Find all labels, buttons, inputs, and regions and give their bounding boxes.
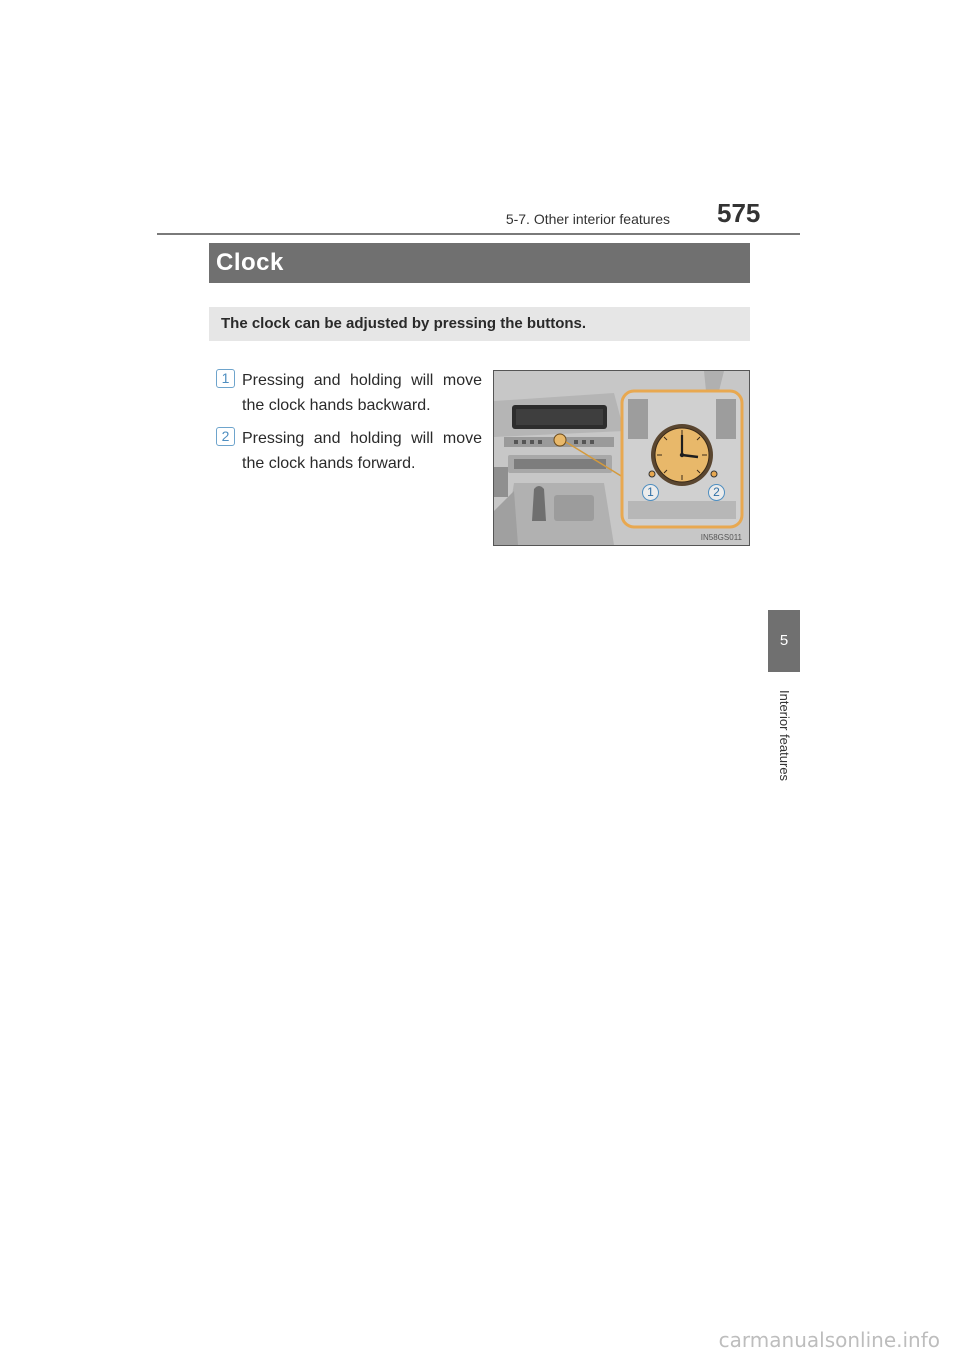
callout-1: 1 (642, 484, 659, 501)
step-2 (216, 426, 482, 476)
intro-text: The clock can be adjusted by pressing the buttons. (209, 307, 750, 341)
chapter-tab-number: 5 (768, 610, 800, 672)
chapter-tab-label-text: Interior features (777, 690, 792, 782)
dashboard-clock-illustration (493, 370, 750, 546)
header-rule (157, 233, 800, 235)
step-text-1: Pressing and holding will move the clock hands backward. (242, 372, 482, 414)
step-number-1: 1 (216, 369, 235, 388)
callout-2: 2 (708, 484, 725, 501)
header-section-title: 5-7. Other interior features (505, 211, 670, 227)
figure-code: IN58GS011 (700, 533, 742, 542)
step-number-2: 2 (216, 427, 235, 446)
step-1 (216, 368, 482, 418)
dashboard-drawing (494, 371, 749, 545)
watermark: carmanualsonline.info (718, 1328, 940, 1352)
section-title: Clock (209, 243, 750, 283)
page-number: 575 (717, 198, 761, 228)
step-text-2: Pressing and holding will move the clock hands forward. (242, 430, 482, 472)
